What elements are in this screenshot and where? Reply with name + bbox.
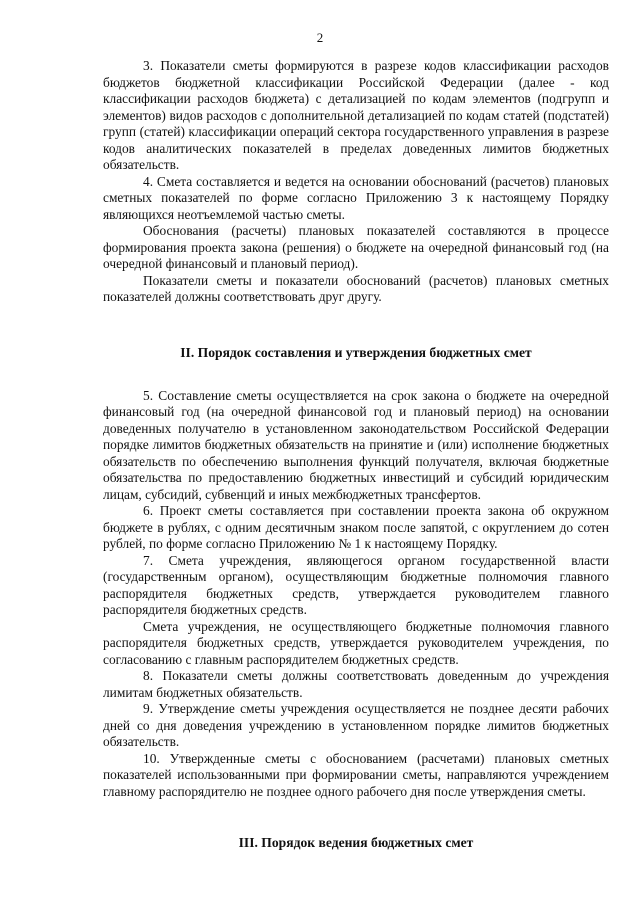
paragraph-5: 5. Составление сметы осуществляется на срок закона о бюджете на очередной финансовый год (на очередной финансовой год и плановый период) на основании доведенных получателю в установленном законодательством Российской Федерации порядке лимитов бюджетных обязательств на принятие и (или) исполнение бюджетных обязательств по обеспечению выполнения функций получателя, включая бюджетные обязательства по предоставлению бюджетных инвестиций и субсидий юридическим лицам, субсидий, субвенций и иных межбюджетных трансфертов. — [103, 387, 609, 502]
paragraph-consistency: Показатели сметы и показатели обоснований (расчетов) плановых сметных показателей должны соответствовать друг другу. — [103, 272, 609, 304]
section-3-heading: III. Порядок ведения бюджетных смет — [238, 835, 474, 850]
document-body — [103, 58, 609, 851]
paragraph-9: 9. Утверждение сметы учреждения осуществляется не позднее десяти рабочих дней со дня доведения учреждению в установленном порядке лимитов бюджетных обязательств. — [103, 701, 609, 749]
paragraph-3: 3. Показатели сметы формируются в разрезе кодов классификации расходов бюджетов бюджетной классификации Российской Федерации (далее - код классификации расходов бюджета) с детализацией по кодам элементов (подгрупп и элементов) видов расходов с дополнительной детализацией по кодам статей (подстатей) групп (статей) классификации операций сектора государственного управления в разрезе кодов аналитических показателей в пределах доведенных лимитов бюджетных обязательств. — [103, 58, 609, 172]
paragraph-8: 8. Показатели сметы должны соответствовать доведенным до учреждения лимитам бюджетных обязательств. — [103, 668, 609, 700]
page-number: 2 — [316, 30, 324, 45]
paragraph-6: 6. Проект сметы составляется при составлении проекта закона об окружном бюджете в рублях, с одним десятичным знаком после запятой, с округлением до сотен рублей, по форме согласно Приложению № 1 к настоящему Порядку. — [103, 503, 609, 551]
section-2-heading: II. Порядок составления и утверждения бюджетных смет — [180, 344, 532, 360]
paragraph-justifications: Обоснования (расчеты) плановых показателей составляются в процессе формирования проекта закона (решения) о бюджете на очередной финансовый год (на очередной финансовый и плановый период). — [103, 223, 609, 271]
paragraph-7-institution: Смета учреждения, не осуществляющего бюджетные полномочия главного распорядителя бюджетных средств, утверждается руководителем учреждения, по согласованию с главным распорядителем бюджетных средств. — [103, 618, 609, 667]
paragraph-7: 7. Смета учреждения, являющегося органом государственной власти (государственным органом), осуществляющим бюджетные полномочия главного распорядителя бюджетных средств, утверждается руководителем главного распорядителя бюджетных средств. — [103, 552, 609, 617]
paragraph-10: 10. Утвержденные сметы с обоснованием (расчетами) плановых сметных показателей использованными при формировании сметы, направляются учреждением главному распорядителю не позднее одного рабочего дня после утверждения сметы. — [103, 750, 609, 799]
paragraph-4: 4. Смета составляется и ведется на основании обоснований (расчетов) плановых сметных показателей по форме согласно Приложению 3 к настоящему Порядку являющихся неотъемлемой частью сметы. — [103, 173, 609, 222]
